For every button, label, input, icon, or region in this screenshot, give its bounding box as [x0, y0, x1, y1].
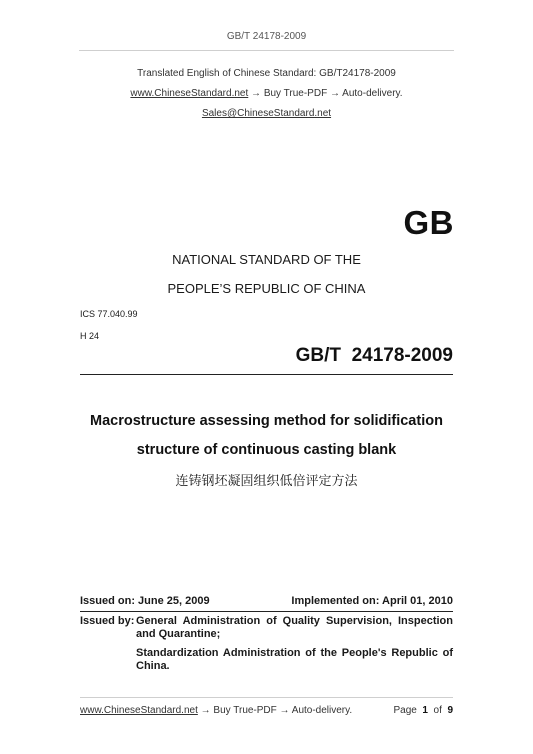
ics-code: ICS 77.040.99	[80, 309, 138, 319]
chinese-standard-link[interactable]: www.ChineseStandard.net	[130, 88, 249, 99]
footer-delivery-text: → Buy True-PDF → Auto-delivery.	[197, 705, 353, 716]
footer-divider	[80, 697, 453, 698]
page-total: 9	[447, 705, 453, 716]
header-document-id: GB/T 24178-2009	[226, 31, 307, 42]
page-label: Page	[393, 705, 417, 716]
issuer-gaqsiq: General Administration of Quality Supervision, Inspection and Quarantine;	[136, 615, 453, 640]
h-code: H 24	[80, 331, 100, 341]
standard-number: GB/T 24178-2009	[295, 345, 453, 366]
email-line	[0, 108, 533, 119]
page-current: 1	[422, 705, 428, 716]
page-of: of	[433, 705, 442, 716]
implemented-on-date: Implemented on: April 01, 2010	[291, 595, 453, 607]
header-divider	[79, 50, 454, 51]
issuer-sac: Standardization Administration of the People's Republic of China.	[136, 647, 453, 672]
footer-site-link[interactable]: www.ChineseStandard.net	[80, 705, 198, 716]
translation-notice: Translated English of Chinese Standard: GB/T24178-2009	[137, 68, 396, 79]
issued-by-label: Issued by:	[80, 615, 135, 627]
page-indicator	[393, 705, 453, 716]
national-standard-line1: NATIONAL STANDARD OF THE	[172, 252, 361, 267]
title-chinese: 连铸钢坯凝固组织低倍评定方法	[175, 474, 358, 489]
standard-number-rule	[80, 374, 453, 375]
gb-mark: GB	[403, 204, 454, 241]
dates-divider	[80, 611, 453, 612]
footer-purchase-line	[80, 705, 352, 716]
title-english-line2: structure of continuous casting blank	[136, 442, 397, 458]
delivery-text: → Buy True-PDF → Auto-delivery.	[248, 88, 403, 99]
sales-email-link[interactable]: Sales@ChineseStandard.net	[201, 108, 332, 119]
title-english-line1: Macrostructure assessing method for solidification	[90, 413, 443, 429]
issued-on-date: Issued on: June 25, 2009	[80, 595, 210, 607]
purchase-line	[0, 88, 533, 99]
national-standard-line2: PEOPLE’S REPUBLIC OF CHINA	[167, 281, 366, 296]
